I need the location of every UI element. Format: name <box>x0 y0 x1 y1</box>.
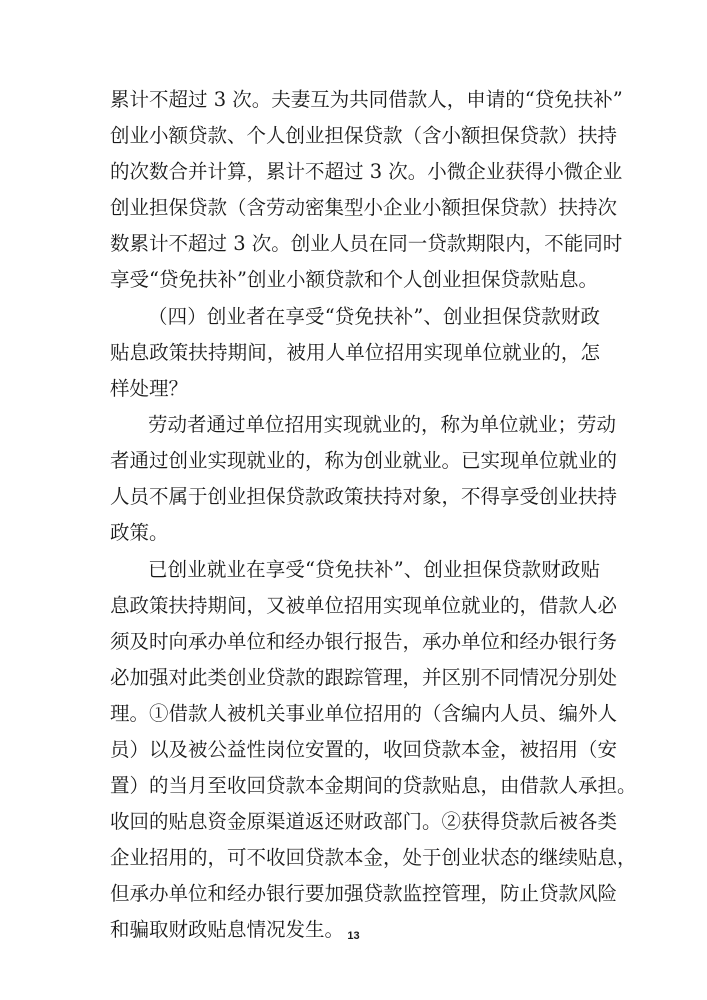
text-line-16: 须及时向承办单位和经办银行报告，承办单位和经办银行务 <box>110 630 618 653</box>
text-line-11: 者通过创业实现就业的，称为创业就业。已实现单位就业的 <box>110 449 618 472</box>
page-number: 13 <box>347 930 360 942</box>
section-heading-line-3: 样处理？ <box>110 377 189 400</box>
text-line-4: 创业担保贷款（含劳动密集型小企业小额担保贷款）扶持次 <box>110 196 618 219</box>
text-line-23: 但承办单位和经办银行要加强贷款监控管理，防止贷款风险 <box>110 882 618 905</box>
text-line-13: 政策。 <box>110 521 169 544</box>
text-line-1: 累计不超过 3 次。夫妻互为共同借款人，申请的“贷免扶补” <box>110 88 623 111</box>
text-line-6: 享受“贷免扶补”创业小额贷款和个人创业担保贷款贴息。 <box>110 268 598 291</box>
text-line-18: 理。①借款人被机关事业单位招用的（含编内人员、编外人 <box>110 702 618 725</box>
text-line-2: 创业小额贷款、个人创业担保贷款（含小额担保贷款）扶持 <box>110 124 618 147</box>
text-line-14: 已创业就业在享受“贷免扶补”、创业担保贷款财政贴 <box>148 558 600 581</box>
text-line-12: 人员不属于创业担保贷款政策扶持对象，不得享受创业扶持 <box>110 485 618 508</box>
text-line-15: 息政策扶持期间，又被单位招用实现单位就业的，借款人必 <box>110 594 618 617</box>
text-line-24: 和骗取财政贴息情况发生。 <box>110 918 345 941</box>
text-line-19: 员）以及被公益性岗位安置的，收回贷款本金，被招用（安 <box>110 738 618 761</box>
text-line-10: 劳动者通过单位招用实现就业的，称为单位就业；劳动 <box>148 413 617 436</box>
text-line-3: 的次数合并计算，累计不超过 3 次。小微企业获得小微企业 <box>110 160 623 183</box>
text-line-17: 必加强对此类创业贷款的跟踪管理，并区别不同情况分别处 <box>110 666 618 689</box>
text-line-5: 数累计不超过 3 次。创业人员在同一贷款期限内，不能同时 <box>110 232 623 255</box>
text-line-22: 企业招用的，可不收回贷款本金，处于创业状态的继续贴息， <box>110 846 637 869</box>
text-line-20: 置）的当月至收回贷款本金期间的贷款贴息，由借款人承担。 <box>110 774 637 797</box>
section-heading-line-2: 贴息政策扶持期间，被用人单位招用实现单位就业的，怎 <box>110 341 600 364</box>
text-line-21: 收回的贴息资金原渠道返还财政部门。②获得贷款后被各类 <box>110 810 618 833</box>
section-heading-line-1: （四）创业者在享受“贷免扶补”、创业担保贷款财政 <box>148 305 600 328</box>
